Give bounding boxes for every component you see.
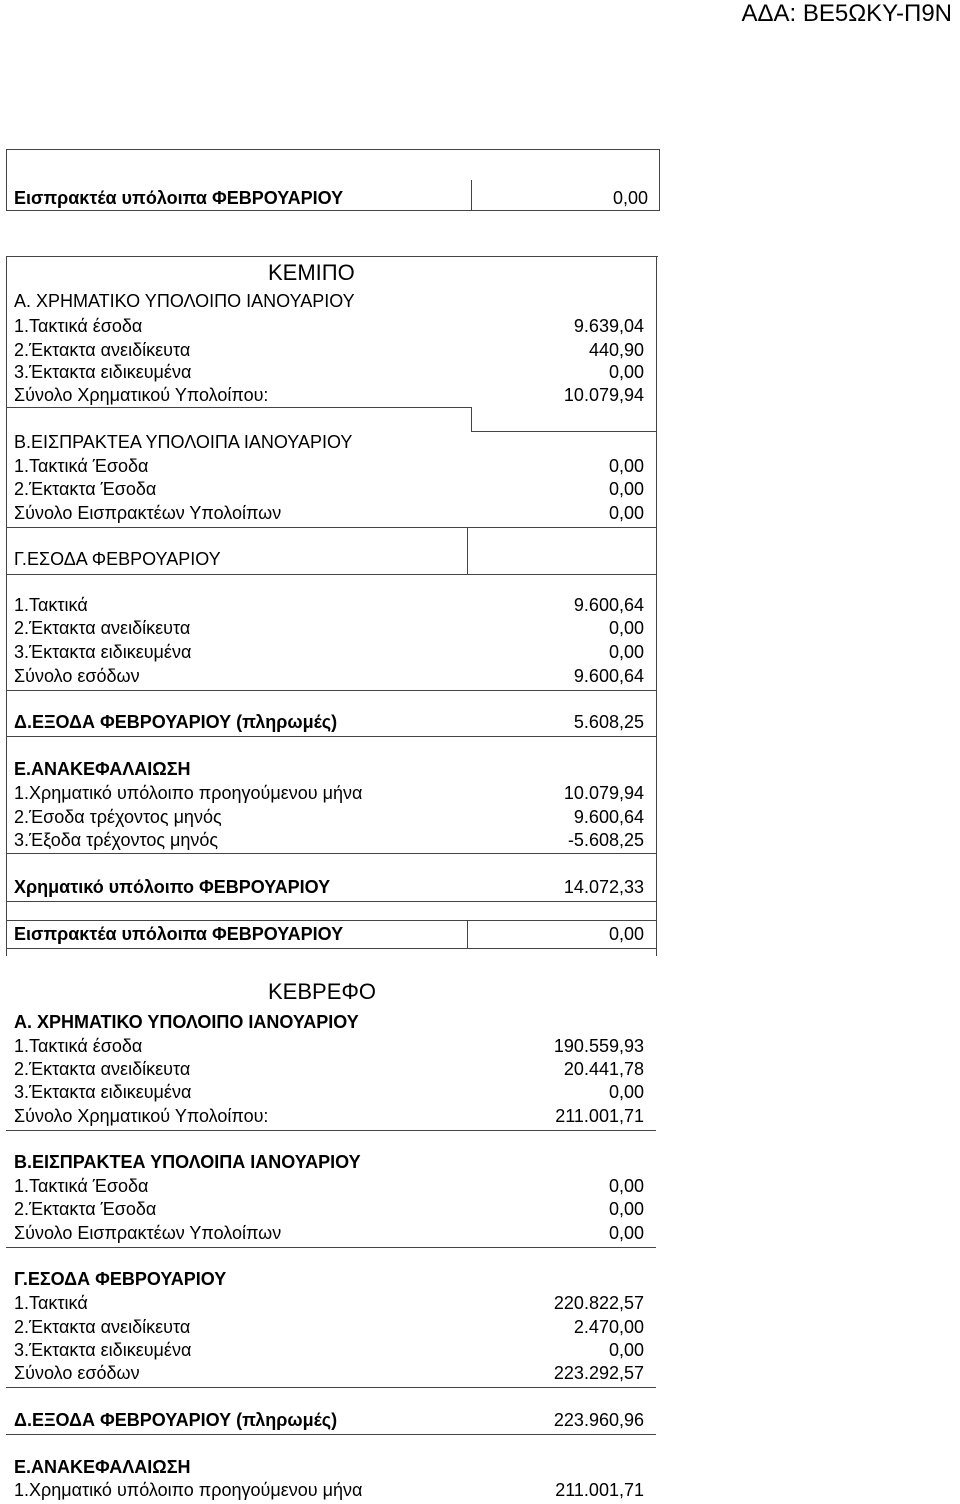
kevrefo-d-label: Δ.ΕΞΟΔΑ ΦΕΒΡΟΥΑΡΙΟΥ (πληρωμές) (14, 1410, 338, 1430)
kemipo-b-row: 1.Τακτικά Έσοδα (14, 456, 149, 476)
kevrefo-d-value: 223.960,96 (553, 1410, 644, 1430)
kemipo-b-value: 0,00 (608, 503, 644, 523)
kemipo-a-row: Σύνολο Χρηματικού Υπολοίπου: (14, 385, 269, 405)
ada-code: ΑΔΑ: ΒΕ5ΩΚΥ-Π9Ν (741, 0, 952, 27)
kevrefo-b-value: 0,00 (608, 1176, 644, 1196)
kevrefo-title: ΚΕΒΡΕΦΟ (268, 979, 377, 1004)
kemipo-e-value: 9.600,64 (573, 807, 644, 827)
kevrefo-b-value: 0,00 (608, 1199, 644, 1219)
kemipo-c-value: 0,00 (608, 618, 644, 638)
kevrefo-c-row: Σύνολο εσόδων (14, 1363, 140, 1383)
kemipo-c-row: 3.Έκτακτα ειδικευμένα (14, 642, 192, 662)
kemipo-c-row: 2.Έκτακτα ανειδίκευτα (14, 618, 191, 638)
kevrefo-c-header: Γ.ΕΣΟΔΑ ΦΕΒΡΟΥΑΡΙΟΥ (14, 1269, 227, 1289)
kevrefo-c-value: 223.292,57 (553, 1363, 644, 1383)
kemipo-a-row: 1.Τακτικά έσοδα (14, 316, 143, 336)
kemipo-receivable-label: Εισπρακτέα υπόλοιπα ΦΕΒΡΟΥΑΡΙΟΥ (14, 924, 344, 944)
kemipo-c-row: Σύνολο εσόδων (14, 666, 140, 686)
kevrefo-a-row: 2.Έκτακτα ανειδίκευτα (14, 1059, 191, 1079)
kemipo-title: ΚΕΜΙΠΟ (268, 260, 355, 285)
kevrefo-a-header: Α. ΧΡΗΜΑΤΙΚΟ ΥΠΟΛΟΙΠΟ ΙΑΝΟΥΑΡΙΟΥ (14, 1012, 359, 1032)
kevrefo-a-value: 211.001,71 (555, 1106, 644, 1126)
kevrefo-b-value: 0,00 (608, 1223, 644, 1243)
kemipo-a-row: 3.Έκτακτα ειδικευμένα (14, 362, 192, 382)
top-receivable-value: 0,00 (612, 188, 648, 208)
kemipo-a-header: Α. ΧΡΗΜΑΤΙΚΟ ΥΠΟΛΟΙΠΟ ΙΑΝΟΥΑΡΙΟΥ (14, 291, 355, 311)
kevrefo-b-row: Σύνολο Εισπρακτέων Υπολοίπων (14, 1223, 282, 1243)
kemipo-b-value: 0,00 (608, 479, 644, 499)
kevrefo-e-value: 211.001,71 (555, 1480, 644, 1500)
kemipo-b-row: Σύνολο Εισπρακτέων Υπολοίπων (14, 503, 282, 523)
kemipo-b-header: Β.ΕΙΣΠΡΑΚΤΕΑ ΥΠΟΛΟΙΠΑ ΙΑΝΟΥΑΡΙΟΥ (14, 432, 353, 452)
kevrefo-e-row: 1.Χρηματικό υπόλοιπο προηγούμενου μήνα (14, 1480, 363, 1500)
kemipo-c-value: 0,00 (608, 642, 644, 662)
kevrefo-c-row: 2.Έκτακτα ανειδίκευτα (14, 1317, 191, 1337)
kemipo-c-row: 1.Τακτικά (14, 595, 88, 615)
kevrefo-e-header: Ε.ΑΝΑΚΕΦΑΛΑΙΩΣΗ (14, 1457, 191, 1477)
kemipo-b-value: 0,00 (608, 456, 644, 476)
kevrefo-a-row: 1.Τακτικά έσοδα (14, 1036, 143, 1056)
kevrefo-c-value: 220.822,57 (553, 1293, 644, 1313)
kevrefo-c-row: 3.Έκτακτα ειδικευμένα (14, 1340, 192, 1360)
kevrefo-b-row: 1.Τακτικά Έσοδα (14, 1176, 149, 1196)
kemipo-d-value: 5.608,25 (573, 712, 644, 732)
kemipo-c-header: Γ.ΕΣΟΔΑ ΦΕΒΡΟΥΑΡΙΟΥ (14, 549, 221, 569)
top-receivable-label: Εισπρακτέα υπόλοιπα ΦΕΒΡΟΥΑΡΙΟΥ (14, 188, 344, 208)
kevrefo-c-row: 1.Τακτικά (14, 1293, 88, 1313)
kemipo-d-label: Δ.ΕΞΟΔΑ ΦΕΒΡΟΥΑΡΙΟΥ (πληρωμές) (14, 712, 338, 732)
kemipo-e-row: 2.Έσοδα τρέχοντος μηνός (14, 807, 222, 827)
kemipo-balance-label: Χρηματικό υπόλοιπο ΦΕΒΡΟΥΑΡΙΟΥ (14, 877, 331, 897)
kemipo-a-value: 440,90 (588, 340, 644, 360)
kemipo-e-value: -5.608,25 (567, 830, 644, 850)
kevrefo-a-row: 3.Έκτακτα ειδικευμένα (14, 1082, 192, 1102)
kemipo-balance-value: 14.072,33 (563, 877, 644, 897)
kevrefo-a-value: 0,00 (608, 1082, 644, 1102)
kemipo-e-value: 10.079,94 (563, 783, 644, 803)
kevrefo-b-row: 2.Έκτακτα Έσοδα (14, 1199, 157, 1219)
kevrefo-c-value: 0,00 (608, 1340, 644, 1360)
kemipo-c-value: 9.600,64 (573, 595, 644, 615)
kemipo-c-value: 9.600,64 (573, 666, 644, 686)
kemipo-a-value: 10.079,94 (563, 385, 644, 405)
kemipo-e-header: Ε.ΑΝΑΚΕΦΑΛΑΙΩΣΗ (14, 759, 191, 779)
kevrefo-b-header: Β.ΕΙΣΠΡΑΚΤΕΑ ΥΠΟΛΟΙΠΑ ΙΑΝΟΥΑΡΙΟΥ (14, 1152, 361, 1172)
kemipo-a-row: 2.Έκτακτα ανειδίκευτα (14, 340, 191, 360)
kevrefo-a-value: 20.441,78 (563, 1059, 644, 1079)
kemipo-a-value: 9.639,04 (573, 316, 644, 336)
kemipo-a-value: 0,00 (608, 362, 644, 382)
kevrefo-a-row: Σύνολο Χρηματικού Υπολοίπου: (14, 1106, 269, 1126)
kemipo-e-row: 1.Χρηματικό υπόλοιπο προηγούμενου μήνα (14, 783, 363, 803)
kemipo-e-row: 3.Έξοδα τρέχοντος μηνός (14, 830, 219, 850)
kemipo-b-row: 2.Έκτακτα Έσοδα (14, 479, 157, 499)
kevrefo-c-value: 2.470,00 (573, 1317, 644, 1337)
kemipo-receivable-value: 0,00 (608, 924, 644, 944)
kevrefo-a-value: 190.559,93 (553, 1036, 644, 1056)
